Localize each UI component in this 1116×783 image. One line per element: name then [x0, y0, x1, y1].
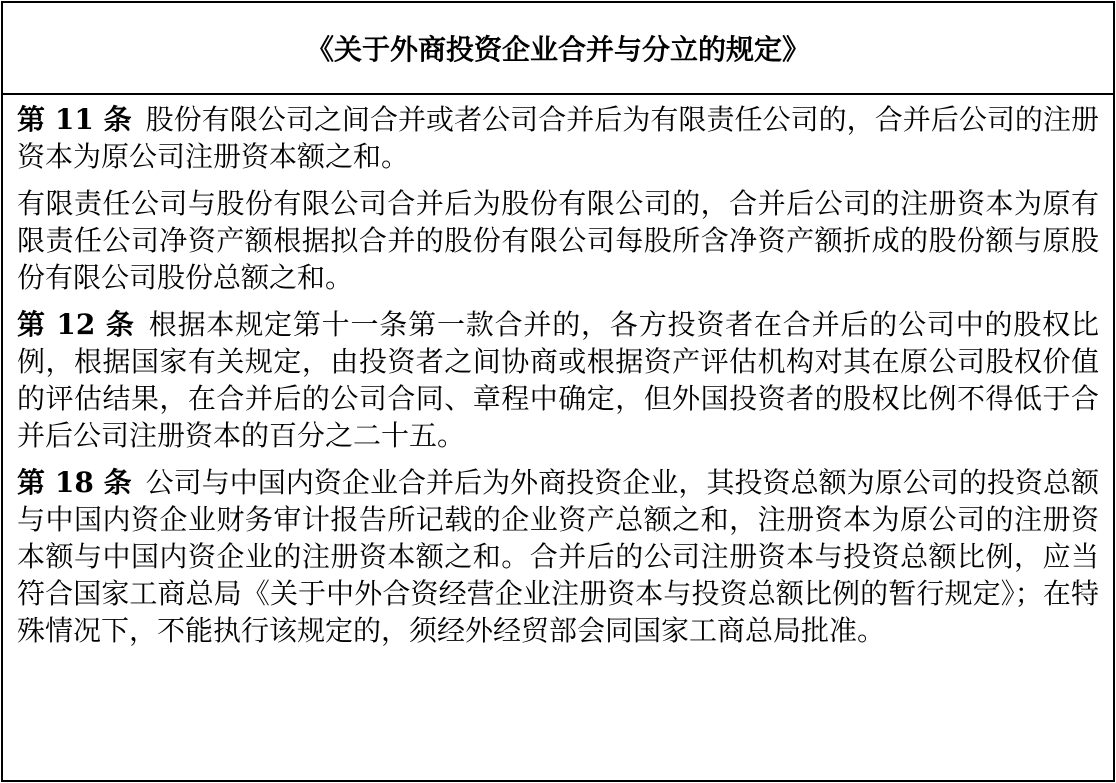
article-label: 第 18 条 — [17, 466, 132, 499]
article-text: 股份有限公司之间合并或者公司合并后为有限责任公司的，合并后公司的注册资本为原公司注册资本额之和。 — [17, 103, 1099, 173]
article-text: 有限责任公司与股份有限公司合并后为股份有限公司的，合并后公司的注册资本为原有限责任公司净资产额根据拟合并的股份有限公司每股所含净资产额折成的股份额与原股份有限公司股份总额之和。 — [17, 187, 1099, 294]
document-table — [1, 1, 1115, 782]
article-label: 第 12 条 — [17, 308, 135, 341]
article-text: 公司与中国内资企业合并后为外商投资企业，其投资总额为原公司的投资总额与中国内资企业财务审计报告所记载的企业资产总额之和，注册资本为原公司的注册资本额与中国内资企业的注册资本额之和。合并后的公司注册资本与投资总额比例，应当符合国家工商总局《关于中外合资经营企业注册资本与投资总额比例的暂行规定》；在特殊情况下，不能执行该规定的，须经外经贸部会同国家工商总局批准。 — [17, 466, 1099, 647]
document-body — [3, 95, 1113, 649]
article-text: 根据本规定第十一条第一款合并的，各方投资者在合并后的公司中的股权比例，根据国家有关规定，由投资者之间协商或根据资产评估机构对其在原公司股权价值的评估结果，在合并后的公司合同、章程中确定，但外国投资者的股权比例不得低于合并后公司注册资本的百分之二十五。 — [17, 308, 1099, 452]
article-label: 第 11 条 — [17, 103, 132, 136]
article-11-paragraph — [17, 101, 1099, 175]
article-11-second-paragraph — [17, 185, 1099, 296]
article-12-paragraph — [17, 306, 1099, 454]
article-18-paragraph — [17, 464, 1099, 649]
document-title: 《关于外商投资企业合并与分立的规定》 — [3, 3, 1113, 95]
